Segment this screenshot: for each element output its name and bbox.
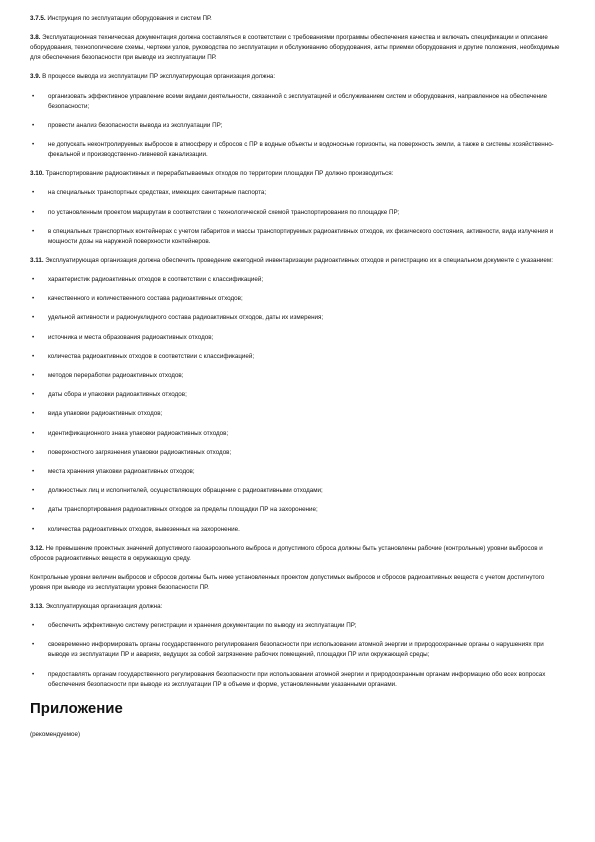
paragraph-3-9 xyxy=(30,72,565,82)
list-item-text: предоставлять органам государственного регулирования безопасности при использовании атомной энергии и природоохранным органам информацию обо всех вопросах обеспечения безопасности при выводе из эксплуатации ПР в объеме и форме, установленными указанными органами. xyxy=(48,670,546,688)
list-item-text: организовать эффективное управление всеми видами деятельности, связанной с эксплуатацией и обслуживанием систем и оборудования, направленное на обеспечение безопасности; xyxy=(48,92,548,110)
list-item xyxy=(30,140,565,160)
list-item xyxy=(30,333,565,343)
list-item xyxy=(30,92,565,112)
clause-text: Транспортирование радиоактивных и перерабатываемых отходов по территории площадки ПР должно производиться: xyxy=(43,170,394,178)
bullet-icon: • xyxy=(32,121,35,129)
bullet-icon: • xyxy=(32,410,35,418)
clause-number: 3.7.5. xyxy=(30,15,46,22)
list-item-text: даты сбора и упаковки радиоактивных отходов; xyxy=(48,391,187,399)
clause-number: 3.8. xyxy=(30,34,41,42)
paragraph-3-7-5 xyxy=(30,14,565,24)
bullet-icon: • xyxy=(32,670,35,678)
list-item xyxy=(30,313,565,323)
list-item xyxy=(30,467,565,477)
bullet-icon: • xyxy=(32,429,35,437)
list-item-text: своевременно информировать органы государственного регулирования безопасности при использовании атомной энергии и природоохранные органы о нарушениях при выводе из эксплуатации ПР и авариях, ведущих за собой загрязнение рабочих помещений, площадки ПР или окружающей среды; xyxy=(48,641,544,659)
clause-text: Эксплуатационная техническая документация должна составляться в соответствии с требованиями программы обеспечения качества и включать спецификации и описание оборудования, технологические схемы, чертежи узлов, руководства по эксплуатации и обслуживанию оборудования, акты приемки оборудования и другие положения, необходимые для обеспечения безопасности при выводе из эксплуатации ПР. xyxy=(30,34,560,62)
list-item xyxy=(30,275,565,285)
list-item xyxy=(30,294,565,304)
paragraph-3-11 xyxy=(30,256,565,266)
list-item xyxy=(30,352,565,362)
list-item-text: качественного и количественного состава радиоактивных отходов; xyxy=(48,295,243,303)
clause-text: Инструкция по эксплуатации оборудования и систем ПР. xyxy=(45,15,212,22)
clause-number: 3.13. xyxy=(30,603,44,611)
list-item xyxy=(30,429,565,439)
bullet-icon: • xyxy=(32,622,35,630)
paragraph-3-12 xyxy=(30,544,565,564)
list-item xyxy=(30,640,565,660)
list-item-text: провести анализ безопасности вывода из эксплуатации ПР; xyxy=(48,121,223,129)
clause-number: 3.10. xyxy=(30,170,44,178)
bullet-icon: • xyxy=(32,189,35,197)
list-item-text: по установленным проектом маршрутам в соответствии с технологической схемой транспортирования по площадке ПР; xyxy=(48,208,400,216)
bullet-icon: • xyxy=(32,467,35,475)
bullet-icon: • xyxy=(32,295,35,303)
appendix-title: Приложение xyxy=(30,699,123,717)
list-item xyxy=(30,505,565,515)
bullet-icon: • xyxy=(32,208,35,216)
list-item-text: в специальных транспортных контейнерах с учетом габаритов и массы транспортируемых радиоактивных отходов, их физического состояния, активности, вида излучения и мощности дозы на наружной поверхности контейнеров. xyxy=(48,227,554,245)
list-item-text: характеристик радиоактивных отходов в соответствии с классификацией; xyxy=(48,276,264,284)
list-item-text: поверхностного загрязнения упаковки радиоактивных отходов; xyxy=(48,448,232,456)
appendix-note: (рекомендуемое) xyxy=(30,730,81,738)
bullet-icon: • xyxy=(32,276,35,284)
bullet-icon: • xyxy=(32,352,35,360)
list-item xyxy=(30,188,565,198)
bullet-icon: • xyxy=(32,391,35,399)
paragraph-3-8 xyxy=(30,33,565,63)
clause-number: 3.11. xyxy=(30,256,44,264)
list-item-text: методов переработки радиоактивных отходов; xyxy=(48,372,184,379)
list-item-text: удельной активности и радионуклидного состава радиоактивных отходов, даты их измерения; xyxy=(48,314,324,322)
clause-text: Эксплуатирующая организация должна: xyxy=(43,603,163,611)
list-item-text: не допускать неконтролируемых выбросов в атмосферу и сбросов с ПР в водные объекты и водоносные горизонты, на поверхность земли, а также в системы хозяйственно-фекальной и производственно-ливневой канализации. xyxy=(48,140,554,158)
list-item-text: количества радиоактивных отходов в соответствии с классификацией; xyxy=(48,352,255,360)
list-item xyxy=(30,121,565,131)
list-item xyxy=(30,227,565,247)
list-item-text: количества радиоактивных отходов, вывезенных на захоронение. xyxy=(48,525,240,533)
bullet-icon: • xyxy=(32,525,35,533)
paragraph-3-10 xyxy=(30,169,565,179)
clause-text: В процессе вывода из эксплуатации ПР эксплуатирующая организация должна: xyxy=(40,73,276,81)
bullet-icon: • xyxy=(32,641,35,649)
bullet-icon: • xyxy=(32,448,35,456)
list-item-text: даты транспортирования радиоактивных отходов за пределы площадки ПР на захоронение; xyxy=(48,506,318,514)
list-item xyxy=(30,670,565,690)
bullet-icon: • xyxy=(32,140,35,148)
list-item-text: места хранения упаковки радиоактивных отходов; xyxy=(48,467,195,475)
clause-number: 3.12. xyxy=(30,544,44,552)
bullet-icon: • xyxy=(32,506,35,514)
list-item xyxy=(30,621,565,631)
list-item-text: обеспечить эффективную систему регистрации и хранения документации по выводу из эксплуатации ПР; xyxy=(48,622,357,630)
list-item xyxy=(30,448,565,458)
bullet-icon: • xyxy=(32,487,35,495)
clause-text: Не превышение проектных значений допустимого газоаэрозольного выброса и допустимого сброса должны быть установлены рабочие (контрольные) уровни выбросов и сбросов радиоактивных веществ в окружающую среду. xyxy=(30,544,543,562)
clause-number: 3.9. xyxy=(30,73,41,81)
list-item xyxy=(30,208,565,218)
list-item xyxy=(30,390,565,400)
list-item-text: источника и места образования радиоактивных отходов; xyxy=(48,333,214,341)
bullet-icon: • xyxy=(32,333,35,341)
clause-text: Эксплуатирующая организация должна обеспечить проведение ежегодной инвентаризации радиоактивных отходов и регистрацию их в специальном документе с указанием: xyxy=(43,256,553,264)
bullet-icon: • xyxy=(32,227,35,235)
bullet-icon: • xyxy=(32,372,35,379)
document-page xyxy=(30,14,565,740)
bullet-icon: • xyxy=(32,314,35,322)
list-item-text: идентификационного знака упаковки радиоактивных отходов; xyxy=(48,429,229,437)
paragraph-3-12-continued: Контрольные уровни величин выбросов и сбросов должны быть ниже установленных проектом допустимых выбросов и сбросов радиоактивных веществ с учетом достигнутого уровня при выводе из эксплуатации уровня безопасности ПР. xyxy=(30,573,545,591)
list-item-text: на специальных транспортных средствах, имеющих санитарные паспорта; xyxy=(48,189,267,197)
list-item xyxy=(30,371,565,381)
list-item xyxy=(30,486,565,496)
paragraph-3-13 xyxy=(30,602,565,612)
list-item-text: должностных лиц и исполнителей, осуществляющих обращение с радиоактивными отходами; xyxy=(48,487,323,495)
list-item-text: вида упаковки радиоактивных отходов; xyxy=(48,410,163,418)
list-item xyxy=(30,525,565,535)
list-item xyxy=(30,409,565,419)
bullet-icon: • xyxy=(32,92,35,100)
